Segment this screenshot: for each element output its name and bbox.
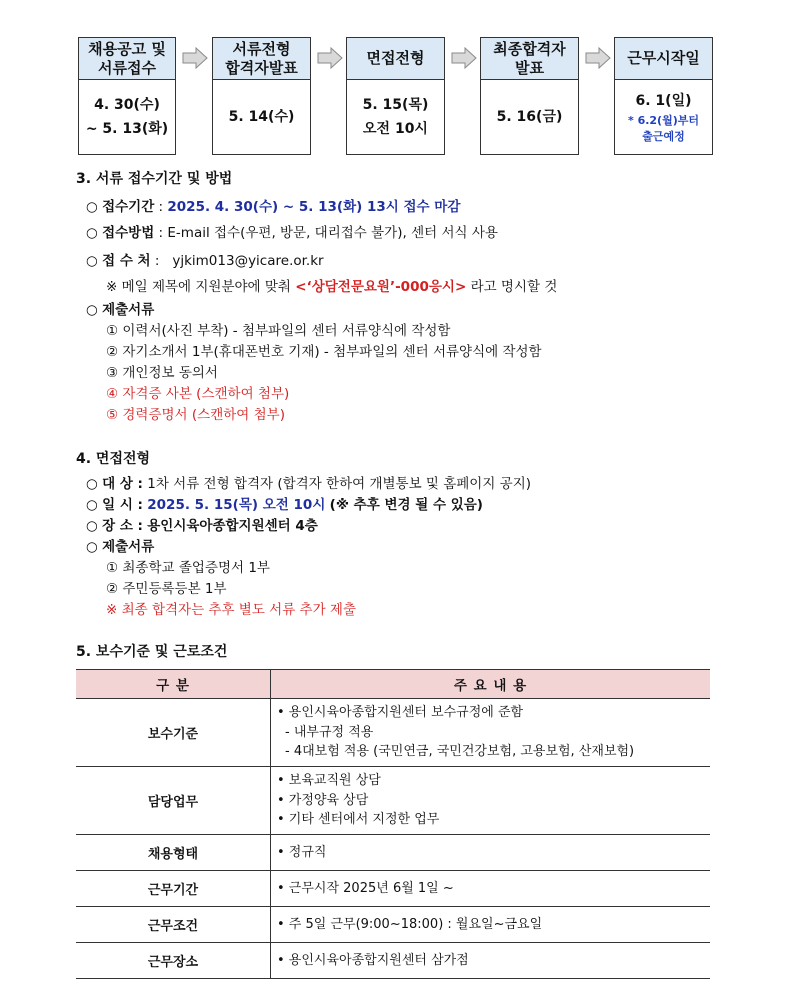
s3-method-value: E-mail 접수(우편, 방문, 대리접수 불가), 센터 서식 사용 — [167, 225, 498, 241]
s3-dest-line: ○ 접 수 처 : yjkim013@yicare.or.kr — [86, 253, 324, 269]
s4-doc-1: ① 최종학교 졸업증명서 1부 — [106, 560, 270, 576]
flow-step-note: 출근예정 — [642, 130, 685, 143]
section-3-title: 3. 서류 접수기간 및 방법 — [76, 171, 233, 187]
flow-step-3 — [346, 37, 445, 155]
row-category: 근무조건 — [76, 907, 271, 943]
s4-place-label: 장 소 : — [102, 518, 143, 534]
s4-doc-red: ※ 최종 합격자는 추후 별도 서류 추가 제출 — [106, 602, 357, 618]
table-row — [76, 943, 710, 979]
arrow-right-icon — [451, 47, 477, 69]
table-row — [76, 835, 710, 871]
row-category: 근무장소 — [76, 943, 271, 979]
s4-place-value: 용인시육아종합지원센터 4층 — [147, 518, 318, 534]
row-category: 채용형태 — [76, 835, 271, 871]
flow-step-title: 채용공고 및 서류접수 — [79, 38, 175, 80]
row-content: • 용인시육아종합지원센터 보수규정에 준함 - 내부규정 적용 - 4대보험 적용 (국민연금, 국민건강보험, 고용보험, 산재보험) — [271, 699, 711, 767]
table-row — [76, 699, 710, 767]
s3-period-label: 접수기간 — [102, 199, 155, 215]
flow-step-2 — [212, 37, 311, 155]
flow-step-title: 최종합격자 발표 — [481, 38, 578, 80]
section-5-title: 5. 보수기준 및 근로조건 — [76, 644, 228, 660]
arrow-right-icon — [182, 47, 208, 69]
s3-method-line: ○ 접수방법 : E-mail 접수(우편, 방문, 대리접수 불가), 센터 서식 사용 — [86, 225, 498, 241]
row-content: • 주 5일 근무(9:00~18:00) : 월요일~금요일 — [271, 907, 711, 943]
row-content: • 정규직 — [271, 835, 711, 871]
s4-docs-label: 제출서류 — [102, 539, 155, 555]
s3-period-line: ○ 접수기간 : 2025. 4. 30(수) ~ 5. 13(화) 13시 접수 마감 — [86, 199, 461, 215]
row-content: • 근무시작 2025년 6월 1일 ~ — [271, 871, 711, 907]
s3-doc-2: ② 자기소개서 1부(휴대폰번호 기재) - 첨부파일의 센터 서류양식에 작성함 — [106, 344, 542, 360]
bullet-circle: ○ — [86, 199, 103, 215]
row-category: 보수기준 — [76, 699, 271, 767]
flow-step-title: 근무시작일 — [615, 38, 712, 80]
s4-target-line: ○ 대 상 : 1차 서류 전형 합격자 (합격자 한하여 개별통보 및 홈페이지 공지) — [86, 476, 532, 492]
flow-step-title: 서류전형 합격자발표 — [213, 38, 310, 80]
table-row — [76, 907, 710, 943]
table-col-content: 주 요 내 용 — [271, 670, 711, 699]
s3-docs-label: 제출서류 — [102, 302, 155, 318]
flow-step-4 — [480, 37, 579, 155]
flow-step-title: 면접전형 — [347, 38, 444, 80]
table-row — [76, 871, 710, 907]
s3-doc-4: ④ 자격증 사본 (스캔하여 첨부) — [106, 386, 290, 402]
table-col-category: 구 분 — [76, 670, 271, 699]
s4-date-value: 2025. 5. 15(목) 오전 10시 — [147, 497, 326, 513]
s3-doc-3: ③ 개인정보 동의서 — [106, 365, 218, 381]
s4-date-note: (※ 추후 변경 될 수 있음) — [329, 497, 483, 513]
section-4-title: 4. 면접전형 — [76, 451, 151, 467]
table-header-row — [76, 670, 710, 699]
s3-note-red: <‘상담전문요원’-000응시> — [295, 279, 467, 295]
s4-target-value: 1차 서류 전형 합격자 (합격자 한하여 개별통보 및 홈페이지 공지) — [147, 476, 532, 492]
flow-step-note: * 6.2(월)부터 — [627, 114, 699, 127]
flow-step-date: 4. 30(수) ~ 5. 13(화) — [85, 97, 169, 137]
s3-period-value: 2025. 4. 30(수) ~ 5. 13(화) 13시 접수 마감 — [167, 199, 461, 215]
flow-step-5 — [614, 37, 713, 155]
s4-place-line: ○ 장 소 : 용인시육아종합지원센터 4층 — [86, 518, 318, 534]
s4-date-label: 일 시 : — [102, 497, 143, 513]
flow-step-date: 5. 15(목) 오전 10시 — [362, 97, 429, 137]
s3-dest-email[interactable]: yjkim013@yicare.or.kr — [172, 253, 324, 269]
s3-doc-5: ⑤ 경력증명서 (스캔하여 첨부) — [106, 407, 285, 423]
s3-docs-label-line: ○ 제출서류 — [86, 302, 155, 318]
flow-step-1 — [78, 37, 176, 155]
row-content: • 보육교직원 상담 • 가정양육 상담 • 기타 센터에서 지정한 업무 — [271, 767, 711, 835]
s3-note-suffix: 라고 명시할 것 — [470, 279, 558, 295]
s3-note-prefix: ※ 메일 제목에 지원분야에 맞춰 — [106, 279, 291, 295]
row-category: 담당업무 — [76, 767, 271, 835]
s3-method-label: 접수방법 — [102, 225, 155, 241]
arrow-right-icon — [585, 47, 611, 69]
s3-dest-label: 접 수 처 — [102, 253, 151, 269]
flow-step-date: 5. 16(금) — [496, 109, 563, 125]
s4-doc-2: ② 주민등록등본 1부 — [106, 581, 227, 597]
s4-target-label: 대 상 : — [102, 476, 143, 492]
arrow-right-icon — [317, 47, 343, 69]
table-row — [76, 767, 710, 835]
s3-doc-1: ① 이력서(사진 부착) - 첨부파일의 센터 서류양식에 작성함 — [106, 323, 451, 339]
conditions-table — [76, 669, 710, 979]
flow-step-date: 5. 14(수) — [228, 109, 295, 125]
row-content: • 용인시육아종합지원센터 삼가점 — [271, 943, 711, 979]
flow-step-date: 6. 1(일) * 6.2(월)부터 출근예정 — [627, 93, 699, 143]
s4-docs-label-line: ○ 제출서류 — [86, 539, 155, 555]
s3-note-line — [106, 275, 557, 295]
s4-date-line: ○ 일 시 : 2025. 5. 15(목) 오전 10시 (※ 추후 변경 될 수 있음) — [86, 497, 483, 513]
row-category: 근무기간 — [76, 871, 271, 907]
